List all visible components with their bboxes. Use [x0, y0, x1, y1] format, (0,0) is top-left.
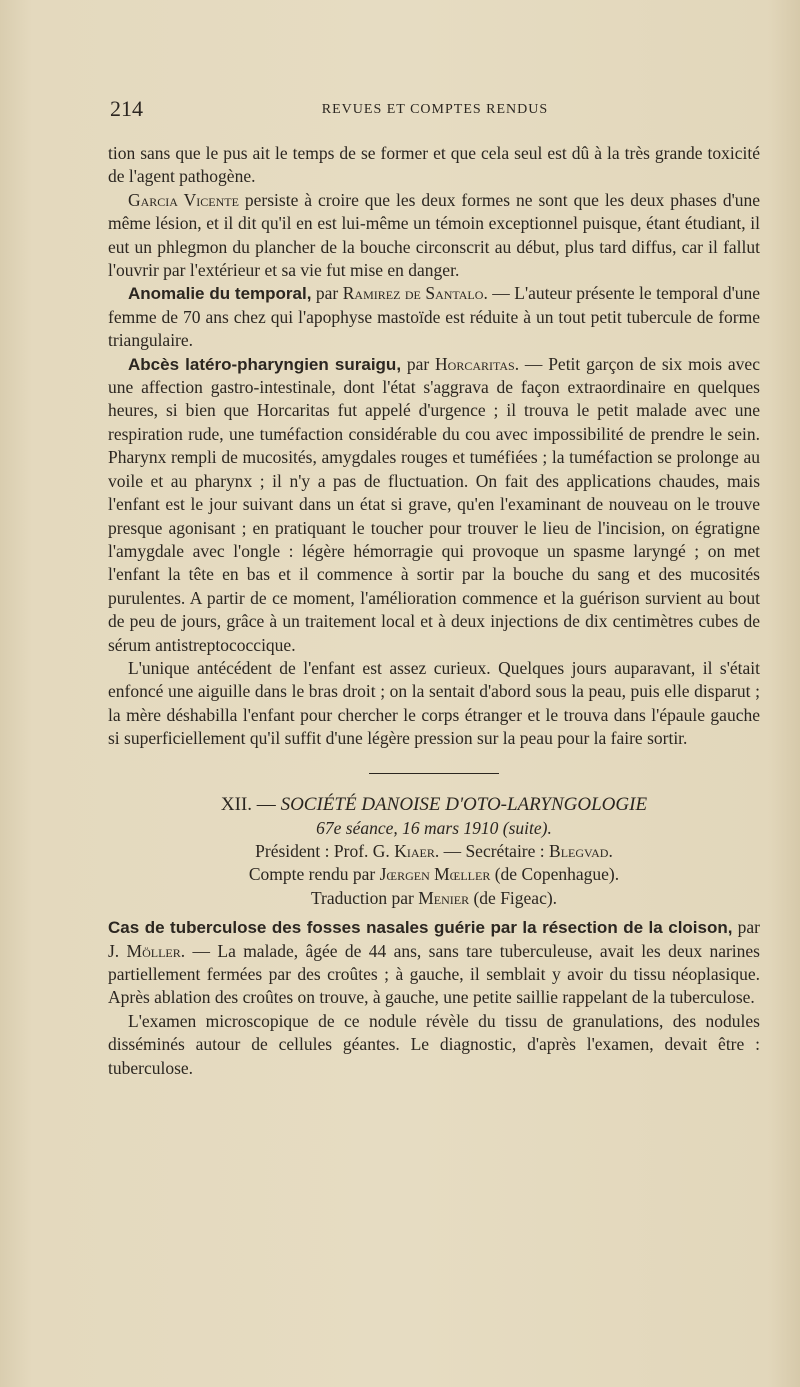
article-title: Anomalie du temporal, — [128, 284, 312, 304]
reporter-name: Jœrgen Mœller — [379, 864, 491, 885]
session-line: 67e séance, 16 mars 1910 (suite). — [316, 817, 552, 838]
paragraph-text: . — La malade, âgée de 44 ans, sans tare tuberculeuse, avait les deux narines partiellement fermées par des croûtes ; à gauche, il semblait y avoir du tissu néoplasique. Après ablation des croûtes on trouve, à gauche, une petite saillie rappelant de la tuberculose. — [108, 940, 760, 1008]
author-name: Garcia Vicente — [128, 189, 239, 210]
author-name: Möller — [126, 940, 181, 961]
paragraph-text: persiste à croire que les deux formes ne sont que les deux phases d'une même lésion, et il dit qu'il en est lui-même un témoin exceptionnel puisque, étant étudiant, il eut un phlegmon du plancher de la bouche circonscrit au début, plus tard diffus, car il fallut l'ouvrir par l'extérieur et sa vie fut mise en danger. — [108, 189, 760, 281]
report-line — [108, 863, 760, 886]
byline: par — [311, 283, 343, 304]
punct: . — [608, 840, 613, 861]
translation-origin: (de Figeac). — [469, 887, 558, 908]
section-heading — [108, 792, 760, 817]
paragraph-text: . — L'auteur présente le temporal d'une femme de 70 ans chez qui l'apophyse mastoïde est réduite à un tout petit tubercule de forme triangulaire. — [108, 283, 760, 351]
section-divider — [369, 773, 499, 774]
author-name: Horcaritas — [435, 353, 515, 374]
page-header — [110, 96, 760, 126]
translation-line — [108, 887, 760, 910]
president-name: Kiaer — [394, 840, 435, 861]
running-title: REVUES ET COMPTES RENDUS — [321, 102, 549, 117]
translation-label: Traduction par — [310, 887, 419, 908]
paragraph-tuberculose — [108, 916, 760, 1010]
article-title: Abcès latéro-pharyngien suraigu, — [128, 354, 402, 374]
paragraph-antecedent: L'unique antécédent de l'enfant est assez curieux. Quelques jours auparavant, il s'était enfoncé une aiguille dans le bras droit ; on la sentait d'abord sous la peau, puis elle disparut ; la mère déshabilla l'enfant pour chercher le corps étranger et le trouva dans l'épaule gauche si superficiellement qu'il suffit d'une légère pression sur la peau pour la faire sortir. — [108, 657, 760, 749]
president-line — [108, 840, 760, 863]
byline: par — [401, 353, 436, 374]
paragraph-continuation: tion sans que le pus ait le temps de se former et que cela seul est dû à la très grande toxicité de l'agent pathogène. — [108, 143, 760, 187]
report-label: Compte rendu par — [248, 864, 380, 885]
body-text — [108, 142, 760, 1080]
byline: par J. — [108, 917, 760, 961]
report-origin: (de Copenhague). — [490, 864, 620, 885]
section-title: SOCIÉTÉ DANOISE D'OTO-LARYNGOLOGIE — [280, 793, 648, 815]
paragraph-abces — [108, 353, 760, 657]
article-title: Cas de tuberculose des fosses nasales guérie par la résection de la cloison, — [108, 918, 733, 938]
secretary-label: . — Secrétaire : — [434, 840, 550, 861]
translator-name: Menier — [418, 887, 470, 908]
president-label: Président : Prof. G. — [255, 840, 395, 861]
secretary-name: Blegvad — [549, 840, 609, 861]
author-name: Ramirez de Santalo — [342, 283, 484, 304]
paragraph-examen: L'examen microscopique de ce nodule révèle du tissu de granulations, des nodules disséminés autour de cellules géantes. Le diagnostic, d'après l'examen, devait être : tuberculose. — [108, 1010, 760, 1078]
paragraph-text: . — Petit garçon de six mois avec une affection gastro-intestinale, dont l'état s'aggrava de façon extraordinaire en quelques heures, si bien que Horcaritas fut appelé d'urgence ; il trouva le petit malade avec une respiration rude, une tuméfaction considérable du cou avec impossibilité de prendre le sein. Pharynx rempli de mucosités, amygdales rouges et tuméfiées ; la tuméfaction se prolonge au voile et au pharynx ; il n'y a pas de fluctuation. On fait des applications chaudes, mais l'enfant est le jour suivant dans un état si grave, qu'en l'examinant de nouveau on le trouve presque agonisant ; en pratiquant le toucher pour trouver le lieu de l'incision, on égratigne l'amygdale avec l'ongle : légère hémorragie qui provoque un spasme laryngé ; on met l'enfant la tête en bas et il commence à sortir par la bouche du sang et des mucosités purulentes. A partir de ce moment, l'amélioration commence et la guérison survient au bout de peu de jours, grâce à un traitement local et à deux injections de dix centimètres cubes de sérum antistreptococcique. — [108, 353, 760, 655]
section-number: XII. — — [220, 793, 281, 815]
paragraph-anomalie — [108, 282, 760, 352]
paragraph-garcia — [108, 189, 760, 283]
page-number: 214 — [110, 96, 143, 121]
